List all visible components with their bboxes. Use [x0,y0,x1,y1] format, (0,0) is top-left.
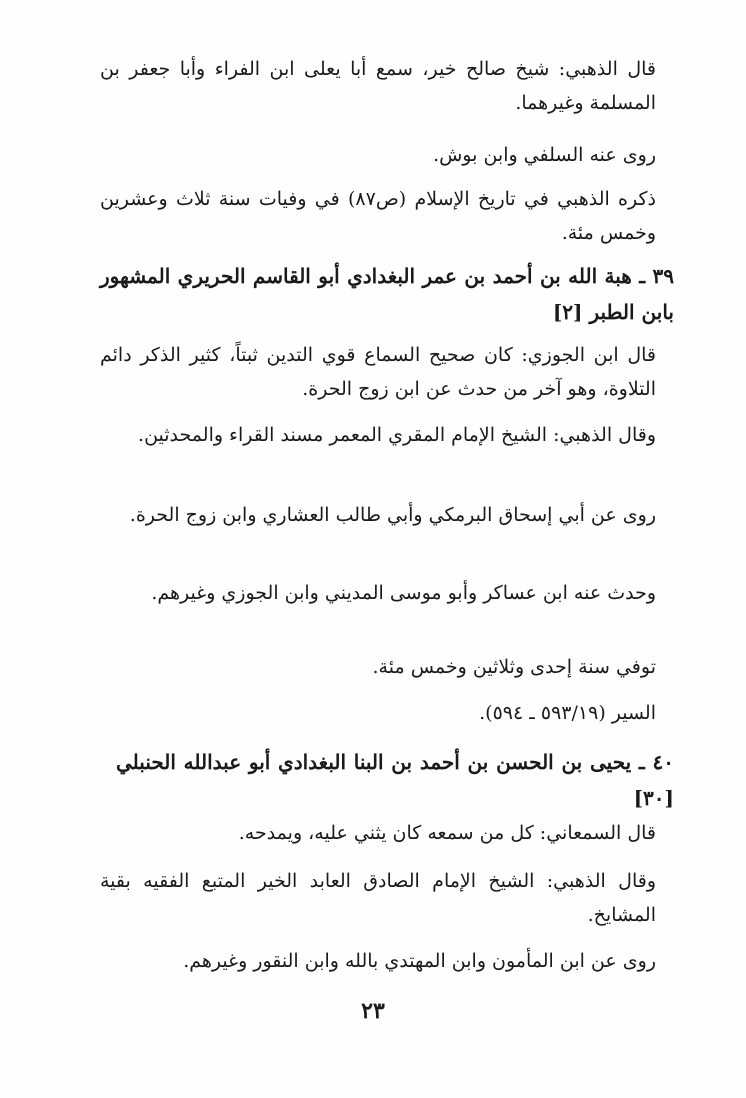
paragraph-block [100,650,656,684]
paragraph: روى عنه السلفي وابن بوش. [433,144,656,166]
paragraph-block [100,418,656,452]
paragraph-block [100,576,656,610]
paragraph: ذكره الذهبي في تاريخ الإسلام (ص٨٧) في وفيات سنة ثلاث وعشرين وخمس مئة. [100,188,656,244]
entry-heading-39: ٣٩ ـ هبة الله بن أحمد بن عمر البغدادي أبو القاسم الحريري المشهور بابن الطبر [٢] [100,264,674,324]
paragraph: قال السمعاني: كل من سمعه كان يثني عليه، ويمدحه. [238,822,656,844]
paragraph-block [100,498,656,532]
paragraph: وقال الذهبي: الشيخ الإمام المقري المعمر مسند القراء والمحدثين. [138,424,656,446]
paragraph-block [100,944,656,978]
paragraph: قال ابن الجوزي: كان صحيح السماع قوي التدين ثبتاً، كثير الذكر دائم التلاوة، وهو آخر من حدث عن ابن زوج الحرة. [100,344,656,400]
citation: السير (٥٩٣/١٩ ـ ٥٩٤). [479,702,656,724]
paragraph: وقال الذهبي: الشيخ الإمام الصادق العابد الخير المتبع الفقيه بقية المشايخ. [100,870,656,926]
paragraph-block [100,138,656,172]
paragraph-block [100,338,656,406]
paragraph-block [100,696,656,730]
paragraph: قال الذهبي: شيخ صالح خير، سمع أبا يعلى ابن الفراء وأبا جعفر بن المسلمة وغيرهما. [100,58,656,114]
entry-heading-40: ٤٠ ـ يحيى بن الحسن بن أحمد بن البنا البغدادي أبو عبدالله الحنبلي [٣٠] [116,750,674,810]
paragraph: وحدث عنه ابن عساكر وأبو موسى المديني وابن الجوزي وغيرهم. [151,582,656,604]
paragraph-block [100,52,656,120]
paragraph: روى عن ابن المأمون وابن المهتدي بالله وابن النقور وغيرهم. [183,950,656,972]
paragraph: روى عن أبي إسحاق البرمكي وأبي طالب العشاري وابن زوج الحرة. [129,504,656,526]
paragraph: توفي سنة إحدى وثلاثين وخمس مئة. [372,656,656,678]
entry-heading-40-wrapper [116,744,674,816]
paragraph-block [100,816,656,850]
entry-heading-39-wrapper [100,258,674,330]
paragraph-block [100,182,656,250]
page-number: ٢٣ [361,998,385,1024]
paragraph-block [100,864,656,932]
